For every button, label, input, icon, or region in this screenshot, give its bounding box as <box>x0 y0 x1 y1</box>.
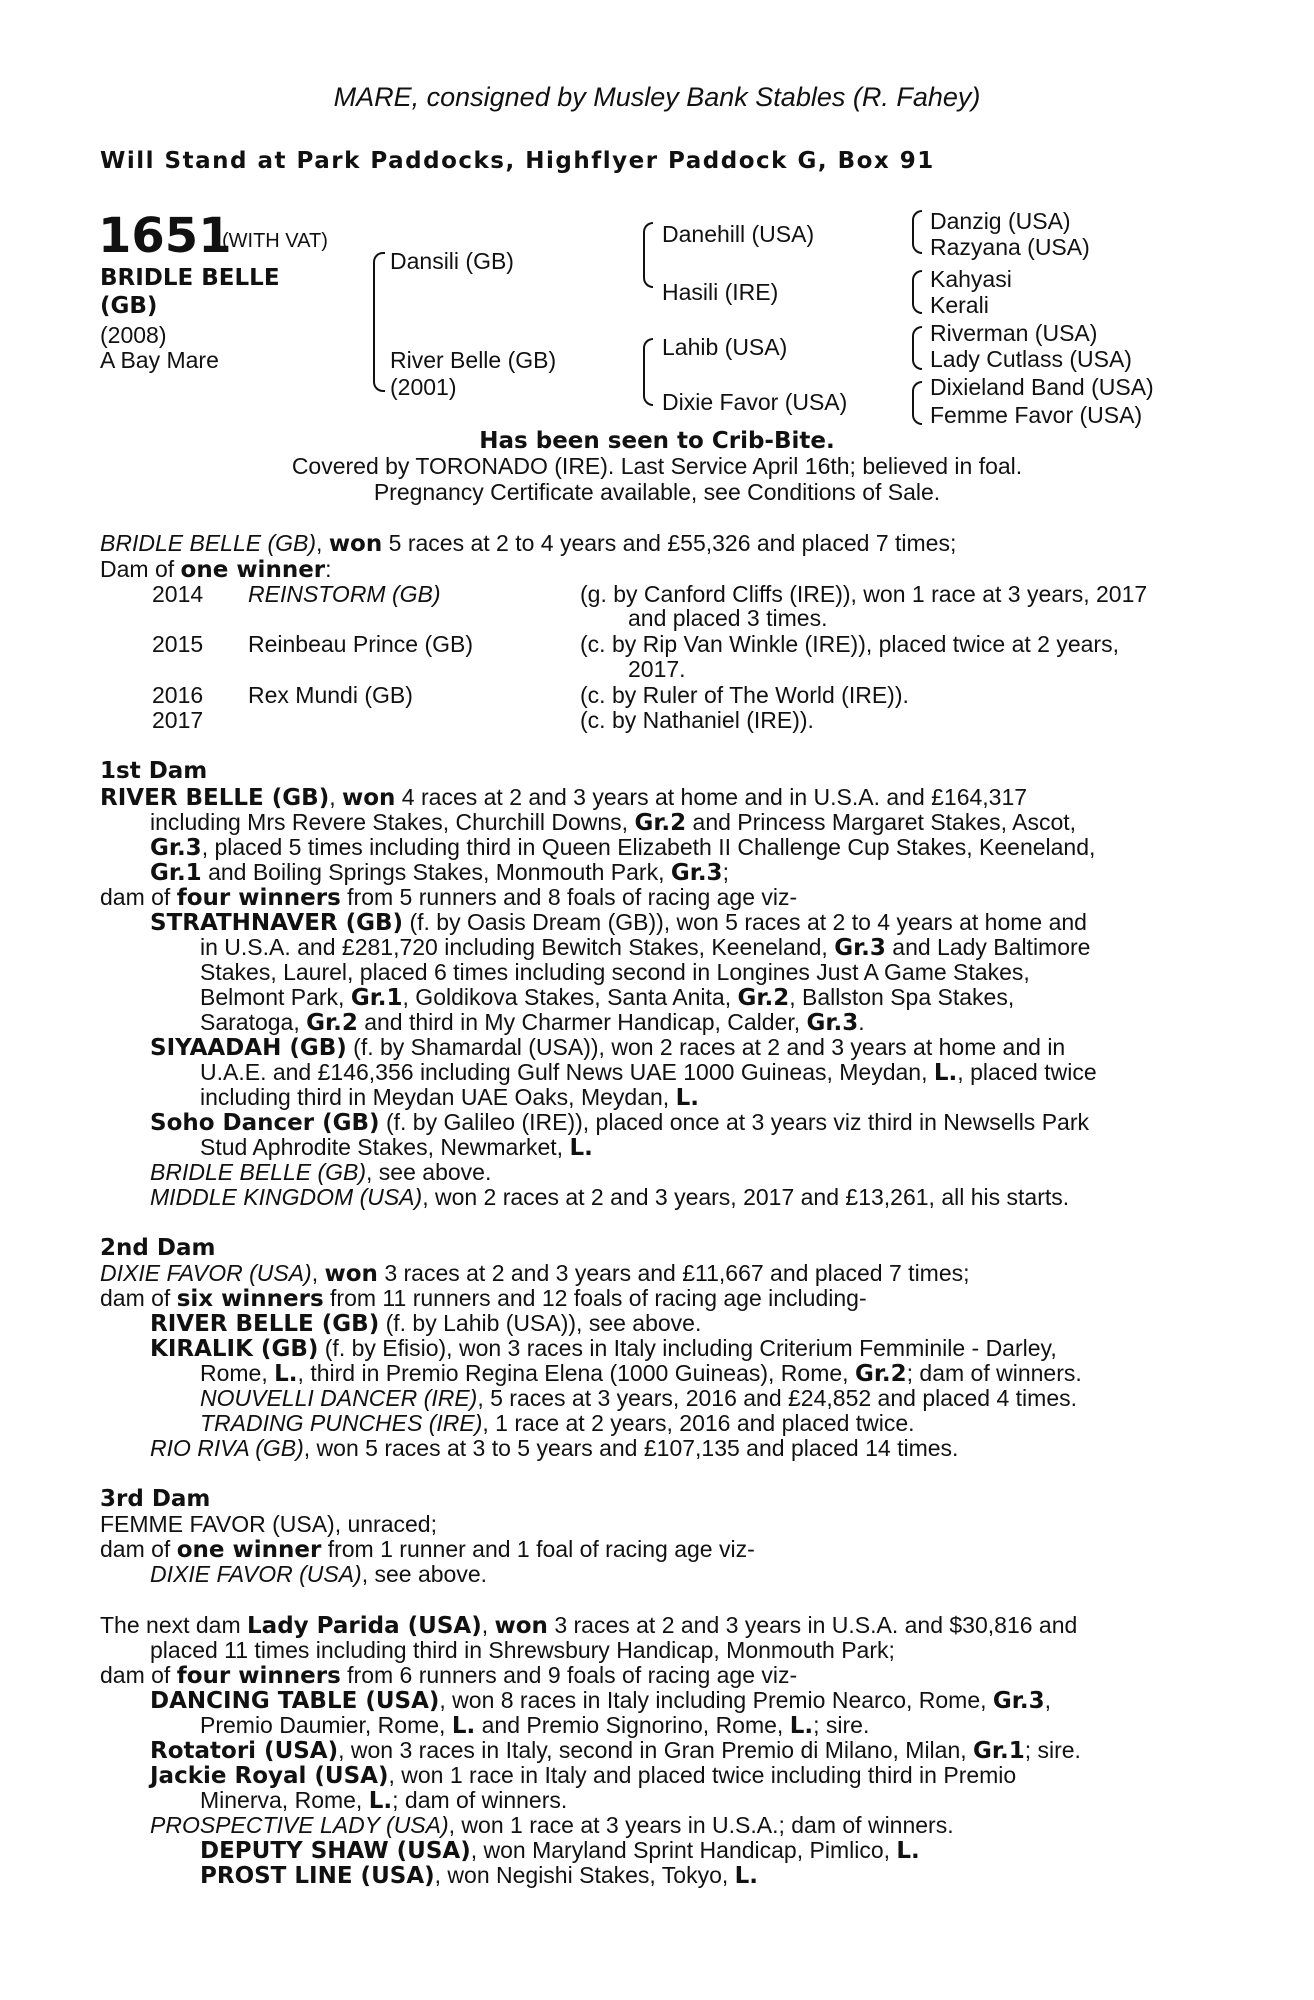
pedigree-ssd: Razyana (USA) <box>930 234 1090 260</box>
produce-detail: (c. by Ruler of The World (IRE)). <box>580 682 909 708</box>
produce-name: Reinbeau Prince (GB) <box>248 631 473 657</box>
produce-year: 2015 <box>152 631 204 657</box>
pedigree-sire-dam: Hasili (IRE) <box>662 279 779 305</box>
soho-dancer-line2: Stud Aphrodite Stakes, Newmarket, L. <box>200 1134 593 1161</box>
pedigree-dss: Riverman (USA) <box>930 320 1098 346</box>
deputy-shaw-line: DEPUTY SHAW (USA), won Maryland Sprint Handicap, Pimlico, L. <box>200 1837 920 1864</box>
produce-name: Rex Mundi (GB) <box>248 682 413 708</box>
pedigree-brace-dd <box>912 381 922 425</box>
dam1-line3: Gr.3, placed 5 times including third in Queen Elizabeth II Challenge Cup Stakes, Keeneland, <box>150 834 1096 861</box>
strathnaver-line5: Saratoga, Gr.2 and third in My Charmer Handicap, Calder, Gr.3. <box>200 1009 865 1036</box>
pedigree-ddd: Femme Favor (USA) <box>930 402 1143 428</box>
middle-kingdom-line: MIDDLE KINGDOM (USA), won 2 races at 2 and 3 years, 2017 and £13,261, all his starts. <box>150 1184 1070 1210</box>
pedigree-brace-ds <box>912 326 922 370</box>
nouvelli-dancer-line: NOUVELLI DANCER (IRE), 5 races at 3 years, 2016 and £24,852 and placed 4 times. <box>200 1385 1078 1411</box>
pedigree-sdd: Kerali <box>930 292 989 318</box>
strathnaver-line4: Belmont Park, Gr.1, Goldikova Stakes, Santa Anita, Gr.2, Ballston Spa Stakes, <box>200 984 1015 1011</box>
dam3-line1: FEMME FAVOR (USA), unraced; <box>100 1511 437 1537</box>
trading-punches-line: TRADING PUNCHES (IRE), 1 race at 2 years, 2016 and placed twice. <box>200 1410 915 1436</box>
strathnaver-line1: STRATHNAVER (GB) (f. by Oasis Dream (GB)), won 5 races at 2 to 4 years at home and <box>150 909 1087 936</box>
soho-dancer-line1: Soho Dancer (GB) (f. by Galileo (IRE)), placed once at 3 years viz third in Newsells Park <box>150 1109 1089 1136</box>
produce-year: 2014 <box>152 581 204 607</box>
pedigree-dam-sire: Lahib (USA) <box>662 334 788 360</box>
rotatori-line: Rotatori (USA), won 3 races in Italy, second in Gran Premio di Milano, Milan, Gr.1; sire. <box>150 1737 1081 1764</box>
produce-name: REINSTORM (GB) <box>248 581 441 607</box>
nextdam-line1: The next dam Lady Parida (USA), won 3 races at 2 and 3 years in U.S.A. and $30,816 and <box>100 1612 1078 1639</box>
pedigree-sire: Dansili (GB) <box>390 248 514 274</box>
produce-dam-of: Dam of one winner: <box>100 556 332 583</box>
dam2-line2: dam of six winners from 11 runners and 12 foals of racing age including- <box>100 1285 867 1312</box>
nextdam-line3: dam of four winners from 6 runners and 9 foals of racing age viz- <box>100 1662 798 1689</box>
pedigree-sss: Danzig (USA) <box>930 208 1071 234</box>
dam2-line1: DIXIE FAVOR (USA), won 3 races at 2 and 3 years and £11,667 and placed 7 times; <box>100 1260 970 1287</box>
pedigree-brace-main <box>373 252 385 392</box>
dam1-line5: dam of four winners from 5 runners and 8 foals of racing age viz- <box>100 884 798 911</box>
pedigree-dsd: Lady Cutlass (USA) <box>930 346 1132 372</box>
produce-intro: BRIDLE BELLE (GB), won 5 races at 2 to 4 years and £55,326 and placed 7 times; <box>100 530 957 557</box>
pedigree-dam-dam: Dixie Favor (USA) <box>662 389 848 415</box>
pregnancy-note: Pregnancy Certificate available, see Conditions of Sale. <box>373 479 941 505</box>
produce-year: 2017 <box>152 707 204 733</box>
horse-name-line1: BRIDLE BELLE <box>100 265 280 291</box>
dam3-heading: 3rd Dam <box>100 1486 211 1512</box>
lot-number: 1651 <box>98 208 232 264</box>
siyaadah-line2: U.A.E. and £146,356 including Gulf News UAE 1000 Guineas, Meydan, L., placed twice <box>200 1059 1097 1086</box>
produce-detail: (g. by Canford Cliffs (IRE)), won 1 race at 3 years, 2017 <box>580 581 1148 607</box>
dancing-table-line1: DANCING TABLE (USA), won 8 races in Italy including Premio Nearco, Rome, Gr.3, <box>150 1687 1051 1714</box>
siyaadah-line1: SIYAADAH (GB) (f. by Shamardal (USA)), won 2 races at 2 and 3 years at home and in <box>150 1034 1066 1061</box>
pedigree-dam: River Belle (GB) <box>390 347 557 373</box>
dam1-line4: Gr.1 and Boiling Springs Stakes, Monmouth Park, Gr.3; <box>150 859 729 886</box>
pedigree-brace-sire <box>643 222 653 288</box>
strathnaver-line3: Stakes, Laurel, placed 6 times including second in Longines Just A Game Stakes, <box>200 959 1030 985</box>
jackie-royal-line2: Minerva, Rome, L.; dam of winners. <box>200 1787 568 1814</box>
prost-line-line: PROST LINE (USA), won Negishi Stakes, Tokyo, L. <box>200 1862 759 1889</box>
produce-detail: (c. by Rip Van Winkle (IRE)), placed twice at 2 years, <box>580 631 1119 657</box>
cribbite-note: Has been seen to Crib-Bite. <box>479 428 835 454</box>
pedigree-brace-sd <box>912 270 922 314</box>
dam1-heading: 1st Dam <box>100 758 208 784</box>
dam2-heading: 2nd Dam <box>100 1235 216 1261</box>
horse-description: A Bay Mare <box>100 347 219 373</box>
pedigree-dds: Dixieland Band (USA) <box>930 374 1154 400</box>
kiralik-line2: Rome, L., third in Premio Regina Elena (1000 Guineas), Rome, Gr.2; dam of winners. <box>200 1360 1082 1387</box>
dancing-table-line2: Premio Daumier, Rome, L. and Premio Signorino, Rome, L.; sire. <box>200 1712 870 1739</box>
horse-name-line2: (GB) <box>100 293 158 319</box>
dam3-line2: dam of one winner from 1 runner and 1 foal of racing age viz- <box>100 1536 755 1563</box>
siyaadah-line3: including third in Meydan UAE Oaks, Meydan, L. <box>200 1084 699 1111</box>
produce-year: 2016 <box>152 682 204 708</box>
dixie-favor-ref: DIXIE FAVOR (USA), see above. <box>150 1561 488 1587</box>
horse-year: (2008) <box>100 322 167 348</box>
produce-detail: (c. by Nathaniel (IRE)). <box>580 707 814 733</box>
nextdam-line2: placed 11 times including third in Shrewsbury Handicap, Monmouth Park; <box>150 1637 895 1663</box>
pedigree-dam-year: (2001) <box>390 374 457 400</box>
pedigree-sire-sire: Danehill (USA) <box>662 221 815 247</box>
jackie-royal-line1: Jackie Royal (USA), won 1 race in Italy and placed twice including third in Premio <box>150 1762 1017 1789</box>
river-belle-ref: RIVER BELLE (GB) (f. by Lahib (USA)), see above. <box>150 1310 702 1337</box>
produce-detail-cont: and placed 3 times. <box>628 605 828 631</box>
strathnaver-line2: in U.S.A. and £281,720 including Bewitch Stakes, Keeneland, Gr.3 and Lady Baltimore <box>200 934 1091 961</box>
dam1-line1: RIVER BELLE (GB), won 4 races at 2 and 3 years at home and in U.S.A. and £164,317 <box>100 784 1028 811</box>
pedigree-sds: Kahyasi <box>930 266 1012 292</box>
consigned-line: MARE, consigned by Musley Bank Stables (R. Fahey) <box>333 82 981 112</box>
rio-riva-line: RIO RIVA (GB), won 5 races at 3 to 5 years and £107,135 and placed 14 times. <box>150 1435 959 1461</box>
prospective-lady-line: PROSPECTIVE LADY (USA), won 1 race at 3 years in U.S.A.; dam of winners. <box>150 1812 954 1838</box>
produce-detail-cont: 2017. <box>628 656 686 682</box>
dam1-line2: including Mrs Revere Stakes, Churchill Downs, Gr.2 and Princess Margaret Stakes, Ascot, <box>150 809 1077 836</box>
pedigree-brace-dam <box>643 338 653 406</box>
stand-line: Will Stand at Park Paddocks, Highflyer Paddock G, Box 91 <box>100 148 935 174</box>
kiralik-line1: KIRALIK (GB) (f. by Efisio), won 3 races in Italy including Criterium Femminile - Darley, <box>150 1335 1057 1362</box>
covered-note: Covered by TORONADO (IRE). Last Service April 16th; believed in foal. <box>291 453 1023 479</box>
vat-note: (WITH VAT) <box>222 230 328 252</box>
pedigree-brace-ss <box>912 210 922 254</box>
bridle-belle-ref: BRIDLE BELLE (GB), see above. <box>150 1159 492 1185</box>
